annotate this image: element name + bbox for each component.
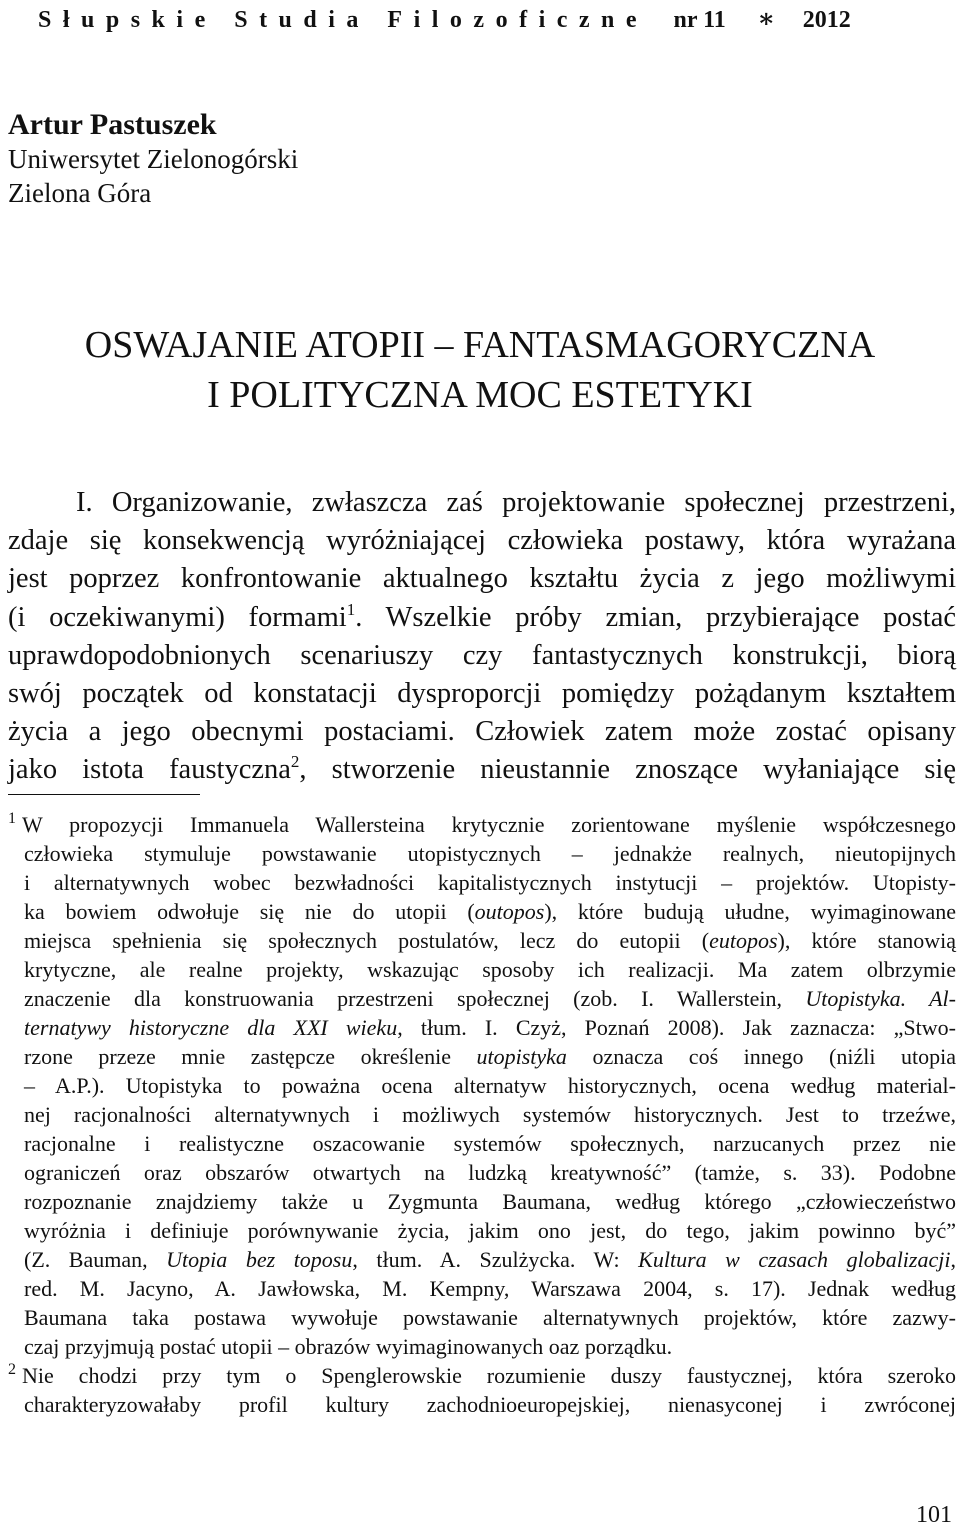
footnote-line: $^1$ W propozycji Immanuela Wallersteina krytycznie zorientowane myślenie współczesnego — [8, 810, 956, 837]
body-text: (i oczekiwanymi) formami — [8, 601, 347, 633]
issue-year: 2012 — [802, 7, 851, 33]
footnote-line: ka bowiem odwołuje się nie do utopii (outopos), które budują ułudne, wyimaginowane — [24, 899, 956, 924]
footnote-line: czaj przyjmują postać utopii – obrazów wyimaginowanych oaz porządku. — [24, 1334, 673, 1359]
title-line-2: I POLITYCZNA MOC ESTETYKI — [207, 374, 753, 416]
body-line: swój początek od konstatacji dysproporcji pomiędzy pożądanym kształtem — [8, 678, 956, 710]
body-line — [8, 751, 956, 789]
footnote-separator — [8, 794, 200, 795]
body-line — [8, 599, 956, 637]
article-title — [0, 320, 960, 420]
footnote-line: znaczenie dla konstruowania przestrzeni społecznej (zob. I. Wallerstein, Utopistyka. Al- — [24, 986, 956, 1011]
footnote-line: rozpoznanie znajdziemy także u Zygmunta Baumana, według którego „człowieczeństwo — [24, 1189, 956, 1214]
footnote-number-2: 2 — [8, 1361, 16, 1378]
body-text: . Wszelkie próby zmian, przybierające postać — [355, 601, 956, 633]
footnote-line: miejsca spełnienia się społecznych postulatów, lecz do eutopii (eutopos), które stanowią — [24, 928, 957, 953]
footnote-line: wyróżnia i definiuje porównywanie życia, jakim ono jest, do tego, jakim powinno być” — [24, 1218, 956, 1243]
author-block — [8, 108, 298, 210]
header-star: ∗ — [757, 4, 776, 33]
footnote-line: krytyczne, ale realne projekty, wskazując sposoby ich realizacji. Ma zatem olbrzymie — [24, 957, 956, 982]
body-line: zdaje się konsekwencją wyróżniającej człowieka postawy, która wyrażana — [8, 525, 956, 557]
author-city: Zielona Góra — [8, 178, 152, 208]
title-line-1: OSWAJANIE ATOPII – FANTASMAGORYCZNA — [84, 324, 876, 366]
footnote-line: racjonalne i realistyczne oszacowanie systemów społecznych, narzucanych przez nie — [24, 1131, 956, 1156]
footnote-line: rzone przeze mnie zastępcze określenie utopistyka oznacza coś innego (niźli utopia — [24, 1044, 956, 1069]
journal-name: Słupskie Studia Filozoficzne — [38, 7, 649, 33]
footnote-line: (Z. Bauman, Utopia bez toposu, tłum. A. Szulżycka. W: Kultura w czasach globalizacji, — [24, 1247, 956, 1272]
footnote-line: ograniczeń oraz obszarów otwartych na ludzką kreatywność” (tamże, s. 33). Podobne — [24, 1160, 956, 1185]
footnote-line: i alternatywnych wobec bezwładności kapitalistycznych instytucji – projektów. Utopisty- — [24, 870, 956, 895]
issue-number: nr 11 — [673, 7, 726, 33]
author-university: Uniwersytet Zielonogórski — [8, 144, 299, 174]
footnote-line: red. M. Jacyno, A. Jawłowska, M. Kempny, Warszawa 2004, s. 17). Jednak według — [24, 1276, 956, 1301]
author-name: Artur Pastuszek — [8, 108, 217, 141]
body-line: I. Organizowanie, zwłaszcza zaś projektowanie społecznej przestrzeni, — [76, 487, 956, 518]
page-number: 101 — [916, 1502, 952, 1528]
body-text: jako istota faustyczna — [8, 754, 291, 786]
footnote-number-1: 1 — [8, 810, 16, 827]
body-line: życia a jego obecnymi postaciami. Człowiek zatem może zostać opisany — [8, 716, 956, 748]
footnotes — [8, 810, 956, 1419]
footnote-line: $^2$ Nie chodzi przy tym o Spenglerowskie rozumienie duszy faustycznej, która szeroko — [8, 1361, 956, 1388]
footnote-line: ternatywy historyczne dla XXI wieku, tłum. I. Czyż, Poznań 2008). Jak zaznacza: „Stwo- — [24, 1015, 956, 1040]
body-line: uprawdopodobnionych scenariuszy czy fantastycznych konstrukcji, biorą — [8, 639, 956, 671]
footnote-line: charakteryzowałaby profil kultury zachodnioeuropejskiej, nienasyconej i zwróconej — [24, 1392, 956, 1417]
footnote-line: – A.P.). Utopistyka to poważna ocena alternatyw historycznych, ocena według material- — [24, 1073, 956, 1098]
body-line: jest poprzez konfrontowanie aktualnego kształtu życia z jego możliwymi — [8, 563, 956, 595]
footnote-line: człowieka stymuluje powstawanie utopistycznych – jednakże realnych, nieutopijnych — [24, 841, 956, 866]
footnote-ref-2[interactable]: 2 — [290, 752, 300, 772]
journal-header — [38, 4, 938, 35]
body-paragraph — [8, 484, 956, 790]
footnote-ref-1[interactable]: 1 — [346, 599, 356, 619]
footnote-line: nej racjonalności alternatywnych i możliwych systemów historycznych. Jest to trzeźwe, — [24, 1102, 956, 1127]
footnote-line: Baumana taka postawa wywołuje powstawanie alternatywnych projektów, które zazwy- — [24, 1305, 956, 1330]
body-text: , stworzenie nieustannie znoszące wyłaniające się — [299, 754, 956, 786]
